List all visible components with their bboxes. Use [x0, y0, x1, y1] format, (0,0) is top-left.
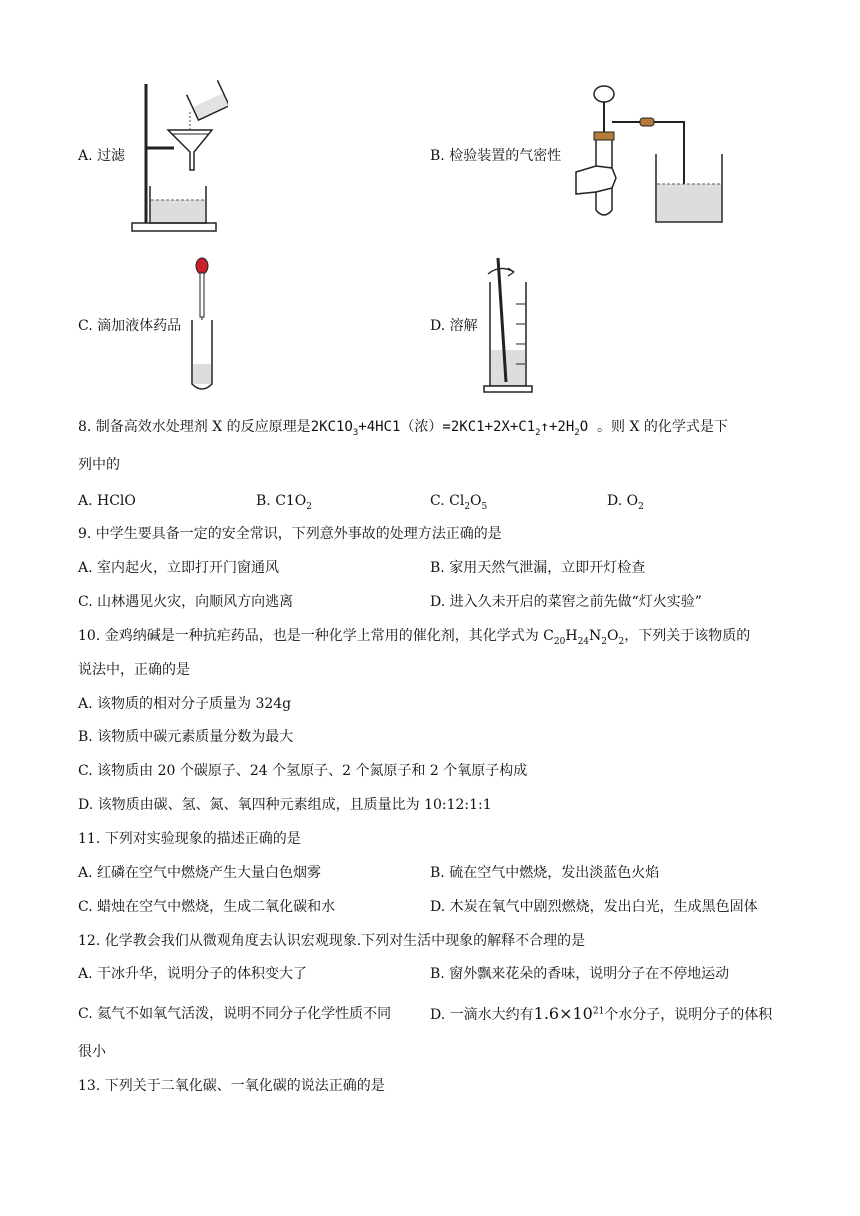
- eq-sub-1: 3: [352, 427, 359, 438]
- q10-el-o: O: [607, 628, 619, 644]
- q9-option-b: B. 家用天然气泄漏，立即开灯检查: [430, 560, 646, 576]
- q12-d-exponent: 21: [592, 1006, 605, 1017]
- q8-option-b: [256, 491, 312, 511]
- q8-option-a: A. HClO: [78, 493, 136, 509]
- eq-part-4: O: [579, 419, 589, 435]
- q8-equation: [310, 419, 589, 438]
- q10-sub-h: 24: [577, 636, 590, 647]
- q12-option-c: C. 氦气不如氧气活泼，说明不同分子化学性质不同: [78, 1006, 392, 1022]
- q7-option-d: D. 溶解: [430, 318, 478, 334]
- q10-el-h: H: [565, 628, 578, 644]
- q8-stem: [78, 417, 728, 437]
- q11-option-b: B. 硫在空气中燃烧，发出淡蓝色火焰: [430, 865, 660, 881]
- q10-stem-pre: 10. 金鸡纳碱是一种抗疟药品，也是一种化学上常用的催化剂，其化学式为 C: [78, 628, 554, 644]
- q10-sub-n: 2: [601, 636, 607, 647]
- q8-option-c: [430, 491, 487, 511]
- q10-option-a: A. 该物质的相对分子质量为 324g: [78, 696, 292, 712]
- q13-stem: 13. 下列关于二氧化碳、一氧化碳的说法正确的是: [78, 1078, 385, 1094]
- eq-sub-3: 2: [574, 427, 580, 438]
- q12-option-a: A. 干冰升华，说明分子的体积变大了: [78, 966, 308, 982]
- q8-c-text: C. Cl: [430, 493, 465, 509]
- q8-b-sub: 2: [306, 501, 313, 512]
- q10-sub-o: 2: [618, 636, 625, 647]
- q8-stem-line2: 列中的: [78, 457, 120, 473]
- q9-option-a: A. 室内起火，立即打开门窗通风: [78, 560, 280, 576]
- q9-option-d: D. 进入久未开启的菜窖之前先做“灯火实验”: [430, 594, 702, 610]
- q11-option-c: C. 蜡烛在空气中燃烧，生成二氧化碳和水: [78, 899, 336, 915]
- q10-sub-c: 20: [553, 636, 566, 647]
- q12-d-number: 1.6×10: [533, 1004, 593, 1023]
- q11-stem: 11. 下列对实验现象的描述正确的是: [78, 831, 301, 847]
- eq-part-2: +4HC1（浓）=2KC1+2X+C1: [358, 419, 536, 435]
- q12-option-b: B. 窗外飘来花朵的香味，说明分子在不停地运动: [430, 966, 730, 982]
- q8-c-sub1: 2: [464, 501, 471, 512]
- q7-option-c: C. 滴加液体药品: [78, 318, 182, 334]
- q12-option-d: [430, 1004, 772, 1025]
- q10-el-n: N: [589, 628, 602, 644]
- q8-c-mid: O: [470, 493, 482, 509]
- airtightness-check-figure: [572, 82, 732, 230]
- q8-stem-prefix: 8. 制备高效水处理剂 X 的反应原理是: [78, 419, 311, 435]
- graduated-cylinder-dissolve-figure: [480, 254, 540, 396]
- q9-option-c: C. 山林遇见火灾，向顺风方向逃离: [78, 594, 294, 610]
- q12-d-pre: D. 一滴水大约有: [430, 1007, 534, 1023]
- q12-d-post: 个水分子，说明分子的体积: [604, 1007, 773, 1023]
- eq-sub-2: 2: [535, 427, 541, 438]
- q8-b-text: B. C1O: [256, 493, 307, 509]
- q7-option-a: A. 过滤: [78, 148, 126, 164]
- q9-stem: 9. 中学生要具备一定的安全常识，下列意外事故的处理方法正确的是: [78, 526, 502, 542]
- q10-stem-post: ，下列关于该物质的: [624, 628, 751, 644]
- q10-stem-line2: 说法中，正确的是: [78, 662, 190, 678]
- dropper-tube-figure: [188, 256, 220, 394]
- q10-option-c: C. 该物质由 20 个碳原子、24 个氢原子、2 个氮原子和 2 个氧原子构成: [78, 763, 528, 779]
- eq-part-1: 2KC1O: [310, 419, 353, 435]
- q10-option-b: B. 该物质中碳元素质量分数为最大: [78, 729, 294, 745]
- q8-c-sub2: 5: [481, 501, 488, 512]
- q8-d-text: D. O: [607, 493, 639, 509]
- q11-option-a: A. 红磷在空气中燃烧产生大量白色烟雾: [78, 865, 322, 881]
- q12-stem: 12. 化学教会我们从微观角度去认识宏观现象.下列对生活中现象的解释不合理的是: [78, 933, 586, 949]
- eq-part-3: ↑+2H: [540, 419, 575, 435]
- filtration-apparatus-figure: [128, 78, 228, 238]
- q10-option-d: D. 该物质由碳、氢、氮、氧四种元素组成，且质量比为 10:12:1:1: [78, 797, 492, 813]
- q7-option-b: B. 检验装置的气密性: [430, 148, 562, 164]
- q12-option-d-line2: 很小: [78, 1044, 106, 1060]
- q8-stem-suffix: 。则 X 的化学式是下: [597, 419, 728, 435]
- q8-option-d: [607, 491, 644, 511]
- q11-option-d: D. 木炭在氧气中剧烈燃烧，发出白光，生成黑色固体: [430, 899, 758, 915]
- q8-d-sub: 2: [638, 501, 644, 512]
- q10-stem: [78, 626, 750, 646]
